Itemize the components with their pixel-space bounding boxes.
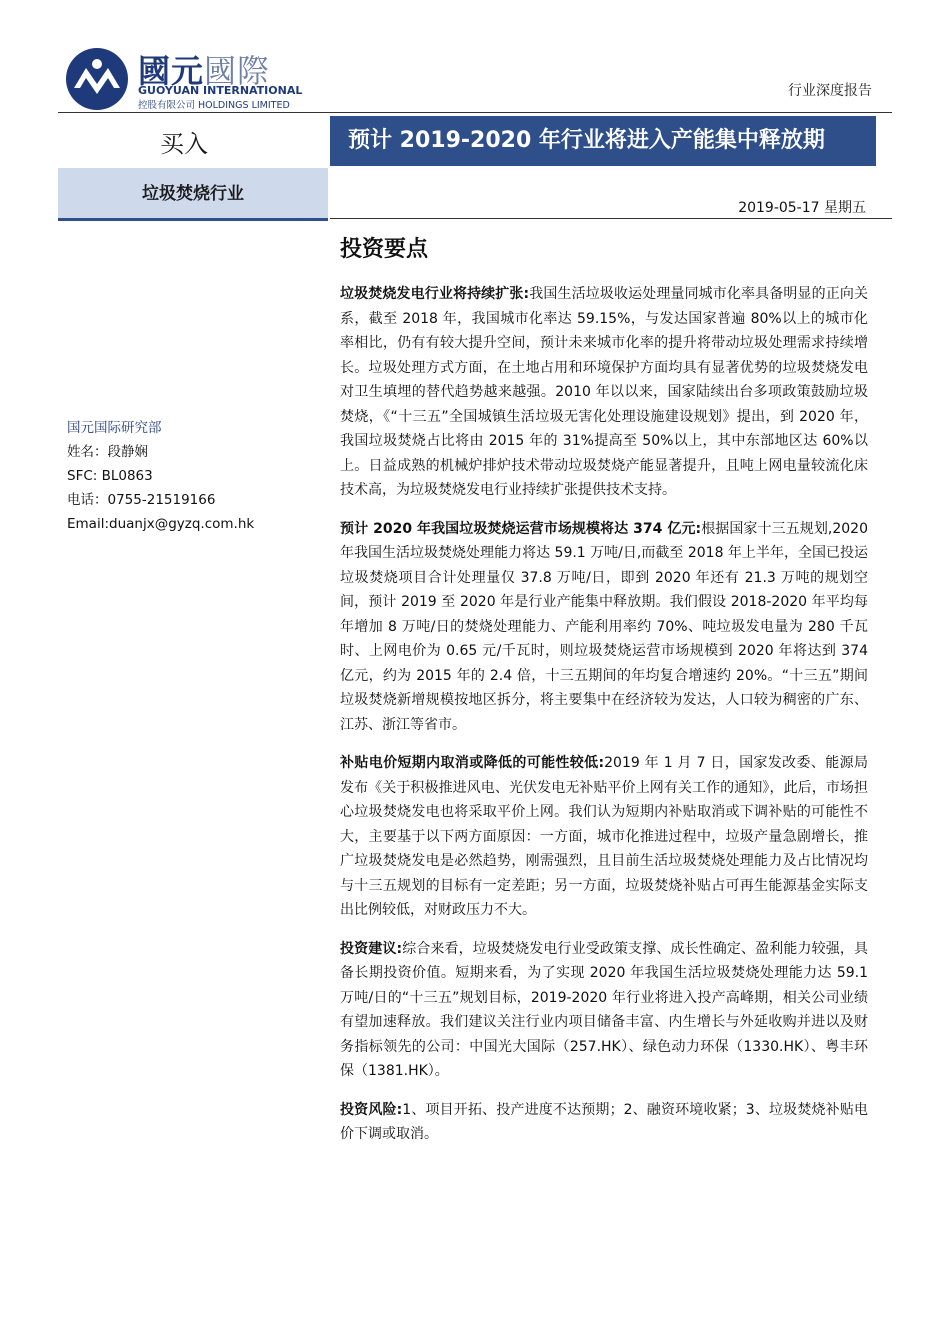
key-points — [340, 282, 868, 1161]
logo-english-line1: GUOYUAN INTERNATIONAL — [138, 84, 303, 97]
company-logo — [64, 46, 304, 116]
date-divider — [330, 218, 892, 219]
paragraph: 投资建议:综合来看，垃圾焚烧发电行业受政策支撑、成长性确定、盈利能力较强，具备长期投资价值。短期来看，为了实现 2020 年我国生活垃圾焚烧处理能力达 59.1 万吨/日的“十三五”规划目标，2019-2020 年行业将进入投产高峰期，相关公司业绩有望加速释放。我们建议关注行业内项目储备丰富、内生增长与外延收购并进以及财务指标领先的公司：中国光大国际（257.HK）、绿色动力环保（1330.HK）、粤丰环保（1381.HK）。 — [340, 940, 868, 1079]
report-date: 2019-05-17 星期五 — [738, 200, 866, 216]
report-title: 预计 2019-2020 年行业将进入产能集中释放期 — [330, 116, 876, 166]
paragraph: 垃圾焚烧发电行业将持续扩张:我国生活垃圾收运处理量同城市化率具备明显的正向关系，截至 2018 年，我国城市化率达 59.15%，与发达国家普遍 80%以上的城市化率相比，仍有有较大提升空间，预计未来城市化率的提升将带动垃圾处理需求持续增长。垃圾处理方式方面，在土地占用和环境保护方面均具有显著优势的垃圾焚烧发电对卫生填埋的替代趋势越来越强。2010 年以以来，国家陆续出台多项政策鼓励垃圾焚烧，《“十三五”全国城镇生活垃圾无害化处理设施建设规划》提出，到 2020 年，我国垃圾焚烧占比将由 2015 年的 31%提高至 50%以上，其中东部地区达 60%以上。日益成熟的机械炉排炉技术带动垃圾焚烧产能显著提升，且吨上网电量较流化床技术高，为垃圾焚烧发电行业持续扩张提供技术支持。 — [340, 286, 868, 498]
logo-english-line2: 控股有限公司 HOLDINGS LIMITED — [138, 100, 290, 111]
analyst-phone: 电话：0755-21519166 — [67, 492, 216, 508]
analyst-email: Email:duanjx@gyzq.com.hk — [67, 516, 255, 532]
industry-label: 垃圾焚烧行业 — [58, 168, 328, 220]
section-title: 投资要点 — [340, 237, 429, 262]
report-type: 行业深度报告 — [788, 83, 872, 99]
industry-divider — [58, 218, 328, 221]
paragraph: 投资风险:1、项目开拓、投产进度不达预期；2、融资环境收紧；3、垃圾焚烧补贴电价下调或取消。 — [340, 1101, 868, 1142]
header-divider — [58, 112, 892, 113]
analyst-sfc: SFC: BL0863 — [67, 468, 153, 484]
analyst-name: 姓名：段静娴 — [67, 444, 148, 460]
analyst-info — [67, 416, 327, 536]
paragraph: 预计 2020 年我国垃圾焚烧运营市场规模将达 374 亿元:根据国家十三五规划,2020 年我国生活垃圾焚烧处理能力将达 59.1 万吨/日,而截至 2018 年上半年，全国已投运垃圾焚烧项目合计处理量仅 37.8 万吨/日，即到 2020 年还有 21.3 万吨的规划空间，预计 2019 至 2020 年是行业产能集中释放期。我们假设 2018-2020 年平均每年增加 8 万吨/日的焚烧处理能力、产能利用率约 70%、吨垃圾发电量为 280 千瓦时、上网电价为 0.65 元/千瓦时，则垃圾焚烧运营市场规模到 2020 年将达到 374 亿元，约为 2015 年的 2.4 倍，十三五期间的年均复合增速约 20%。“十三五”期间垃圾焚烧新增规模按地区拆分，将主要集中在经济较为发达，人口较为稠密的广东、江苏、浙江等省市。 — [340, 520, 868, 733]
guoyuan-logo-icon — [64, 46, 130, 112]
paragraph: 补贴电价短期内取消或降低的可能性较低:2019 年 1 月 7 日，国家发改委、能源局发布《关于积极推进风电、光伏发电无补贴平价上网有关工作的通知》，此后，市场担心垃圾焚烧发电也将采取平价上网。我们认为短期内补贴取消或下调补贴的可能性不大，主要基于以下两方面原因：一方面，城市化推进过程中，垃圾产量急剧增长，推广垃圾焚烧发电是必然趋势，刚需强烈，且目前生活垃圾焚烧处理能力及占比情况均与十三五规划的目标有一定差距；另一方面，垃圾焚烧补贴占可再生能源基金实际支出比例较低，对财政压力不大。 — [340, 755, 868, 918]
research-dept: 国元国际研究部 — [67, 420, 162, 436]
rating-label: 买入 — [160, 130, 208, 158]
logo-chinese-name: 國元國際 — [138, 52, 271, 90]
